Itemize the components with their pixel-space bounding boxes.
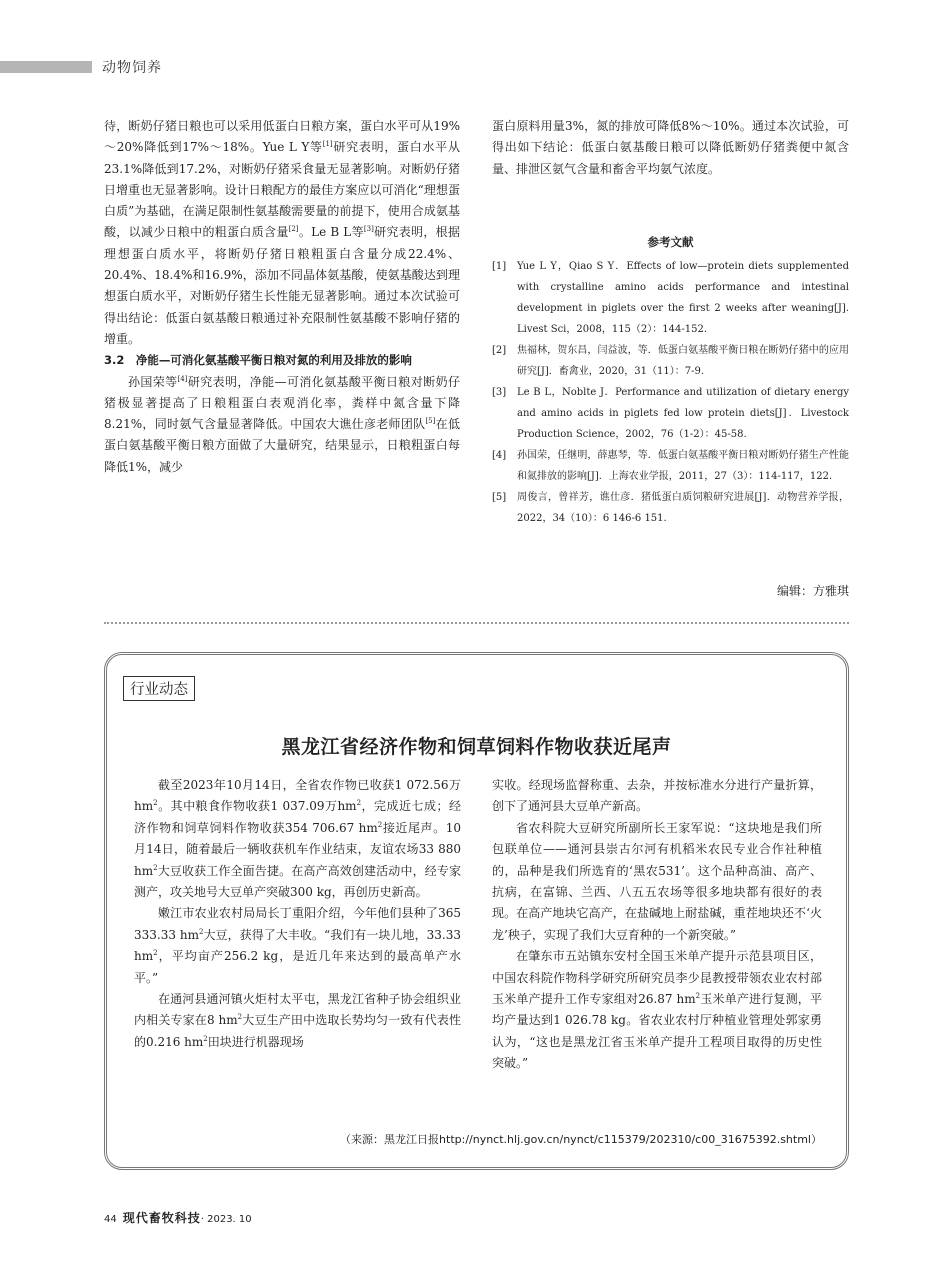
news-paragraph-1: 截至2023年10月14日，全省农作物已收获1 072.56万$hm^2$。其中粮食作物收获1 037.09万$hm^2$，完成近七成；经济作物和饲草饲料作物收获354 706.67 $hm^2$接近尾声。10月14日，随着最后一辆收获机车作业结束，友谊农场33 880 $hm^2$大豆收获工作全面告捷。在高产高效创建活动中，经专家测产，攻关地号大豆单产突破300 kg，再创历史新高。 bbox=[134, 778, 461, 900]
page-number: 44 bbox=[104, 1214, 117, 1225]
page-footer bbox=[104, 1209, 252, 1226]
left-column bbox=[104, 116, 460, 478]
news-paragraph-5: 省农科院大豆研究所副所长王家军说：“这块地是我们所包联单位——通河县崇古尔河有机稻米农民专业合作社种植的，品种是我们所选育的‘黑农531’。这个品种高油、高产、抗病，在富锦、兰西、八五五农场等很多地块都有很好的表现。在高产地块它高产，在盐碱地上耐盐碱，重茬地块还不‘火龙’秧子，实现了我们大豆育种的一个新突破。” bbox=[492, 820, 822, 942]
reference-item: [1] Yue L Y，Qiao S Y．Effects of low—protein diets supplemented with crystalline amino acids performance and intestinal development in piglets over the first 2 weeks after weaning[J]. Livest Sci，2008，115（2）：144-152. bbox=[492, 261, 849, 335]
references-title: 参考文献 bbox=[647, 235, 694, 249]
news-paragraph-2: 嫩江市农业农村局局长丁重阳介绍，今年他们县种了365 333.33 $hm^2$大豆，获得了大丰收。“我们有一块儿地，33.33 $hm^2$，平均亩产256.2 kg，是近几年来达到的最高单产水平。” bbox=[134, 906, 461, 985]
journal-name: 现代畜牧科技 bbox=[122, 1211, 201, 1225]
news-left-column bbox=[134, 775, 461, 1053]
reference-item: [4] 孙国荣，任继明，薛惠琴，等．低蛋白氨基酸平衡日粮对断奶仔猪生产性能和氮排放的影响[J]．上海农业学报，2011，27（3）：114-117，122. bbox=[492, 450, 849, 482]
citation-1[interactable]: [1] bbox=[322, 140, 333, 149]
dotted-separator bbox=[104, 622, 849, 624]
reference-item: [5] 周俊言，曾祥芳，谯仕彦．猪低蛋白质饲粮研究进展[J]．动物营养学报，2022，34（10）：6 146-6 151. bbox=[492, 492, 849, 524]
news-tag: 行业动态 bbox=[123, 676, 195, 701]
section-subheading: 3.2 净能—可消化氨基酸平衡日粮对氮的利用及排放的影响 bbox=[104, 353, 412, 368]
reference-item: [2] 焦福林，贺东昌，闫益波，等．低蛋白氨基酸平衡日粮在断奶仔猪中的应用研究[J]．畜禽业，2020，31（11）：7-9. bbox=[492, 345, 849, 377]
citation-3[interactable]: [3] bbox=[363, 225, 374, 234]
reference-item: [3] Le B L，Noblte J．Performance and utilization of dietary energy and amino acids in piglets fed low protein diets[J]．Livestock Production Science，2002，76（1-2）：45-58. bbox=[492, 387, 849, 440]
citation-5[interactable]: [5] bbox=[425, 417, 436, 426]
section-title: 动物饲养 bbox=[102, 60, 162, 76]
editor-credit: 编辑：方雅琪 bbox=[776, 584, 849, 598]
news-paragraph-4: 实收。经现场监督称重、去杂，并按标准水分进行产量折算，创下了通河县大豆单产新高。 bbox=[492, 778, 822, 814]
citation-2[interactable]: [2] bbox=[288, 225, 299, 234]
right-paragraph-1: 蛋白原料用量3%，氮的排放可降低8%～10%。通过本次试验，可得出如下结论：低蛋白氨基酸日粮可以降低断奶仔猪粪便中氮含量、排泄区氨气含量和畜舍平均氨气浓度。 bbox=[492, 119, 849, 176]
news-right-column bbox=[492, 775, 822, 1075]
news-paragraph-3: 在通河县通河镇火炬村太平屯，黑龙江省种子协会组织业内相关专家在8 $hm^2$大豆生产田中选取长势均匀一致有代表性的0.216 $hm^2$田块进行机器现场 bbox=[134, 992, 461, 1049]
header-bar bbox=[0, 61, 92, 73]
references-list bbox=[492, 256, 849, 529]
news-paragraph-6: 在肇东市五站镇东安村全国玉米单产提升示范县项目区，中国农科院作物科学研究所研究员李少昆教授带领农业农村部玉米单产提升工作专家组对26.87 $hm^2$玉米单产进行复测，平均产量达到1 026.78 kg。省农业农村厅种植业管理处郭家勇认为，“这也是黑龙江省玉米单产提升工程项目取得的历史性突破。” bbox=[492, 949, 822, 1071]
news-title: 黑龙江省经济作物和饲草饲料作物收获近尾声 bbox=[281, 736, 672, 758]
left-paragraph-1: 待，断奶仔猪日粮也可以采用低蛋白日粮方案，蛋白水平可从19%～20%降低到17%～18%。Yue L Y等[1]研究表明，蛋白水平从23.1%降低到17.2%，对断奶仔猪采食量无显著影响。对断奶仔猪日增重也无显著影响。设计日粮配方的最佳方案应以可消化“理想蛋白质”为基础，在满足限制性氨基酸需要量的前提下，使用合成氨基酸，以减少日粮中的粗蛋白质含量[2]。Le B L等[3]研究表明，根据理想蛋白质水平，将断奶仔猪日粮粗蛋白含量分成22.4%、20.4%、18.4%和16.9%，添加不同晶体氨基酸，使氨基酸达到理想蛋白质水平，对断奶仔猪生长性能无显著影响。通过本次试验可得出结论：低蛋白氨基酸日粮通过补充限制性氨基酸不影响仔猪的增重。 bbox=[104, 119, 460, 346]
citation-4[interactable]: [4] bbox=[177, 374, 188, 383]
issue-date: · 2023. 10 bbox=[200, 1214, 252, 1225]
left-paragraph-2: 孙国荣等[4]研究表明，净能—可消化氨基酸平衡日粮对断奶仔猪极显著提高了日粮粗蛋白表观消化率，粪样中氮含量下降8.21%，同时氨气含量显著降低。中国农大谯仕彦老师团队[5]在低蛋白氨基酸平衡日粮方面做了大量研究，结果显示，日粮粗蛋白每降低1%，减少 bbox=[104, 374, 460, 474]
news-source[interactable]: （来源：黑龙江日报http://nynct.hlj.gov.cn/nynct/c115379/202310/c00_31675392.shtml） bbox=[340, 1133, 822, 1146]
right-column bbox=[492, 116, 849, 180]
